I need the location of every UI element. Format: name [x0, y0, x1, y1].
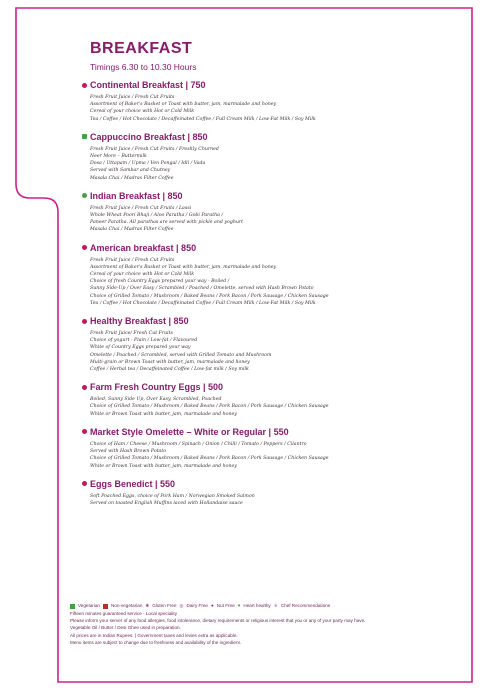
menu-section [78, 78, 458, 123]
legend-vegetarian: Vegetarian [78, 603, 100, 608]
section-items [78, 396, 458, 418]
footnote-line: Please inform your server of any food allergies, food intolerance, dietary requirements or religious interest that you or any of your party may have. [70, 618, 366, 624]
menu-section [78, 130, 458, 182]
menu-item-line: Omelette / Poached / Scrambled, served with Grilled Tomato and Mushroom [90, 352, 272, 358]
menu-item-line: Choice of yogurt - Plain / Low-fat / Flavoured [90, 338, 198, 344]
section-title: Indian Breakfast | 850 [90, 190, 183, 201]
section-items [78, 493, 458, 507]
footnotes [70, 610, 470, 646]
section-header [78, 425, 458, 439]
menu-section [78, 380, 458, 418]
menu-item-line: Soft Poached Eggs, choice of Pork Ham / Norwegian Smoked Salmon [90, 493, 255, 499]
menu-item-line: Choice of Grilled Tomato / Mushroom / Baked Beans / Pork Bacon / Pork Sausage / Chicken Sausage [90, 293, 329, 299]
section-title: Healthy Breakfast | 850 [90, 316, 189, 327]
menu-item-line: Cereal of your choice with Hot or Cold Milk [90, 109, 195, 115]
menu-item-line: Assortment of Baker's Basket or Toast with butter, jam, marmalade and honey [90, 264, 277, 270]
legend-heart-healthy: Heart healthy [243, 603, 271, 608]
menu-item-line: Fresh Fruit Juice/ Fresh Cut Fruits [90, 331, 173, 337]
section-items [78, 94, 458, 123]
section-header [78, 241, 458, 255]
menu-item-line: Boiled, Sunny Side Up, Over Easy, Scrambled, Poached [90, 397, 222, 403]
menu-section [78, 241, 458, 307]
diet-marker-icon [78, 193, 90, 198]
menu-item-line: Choice of Grilled Tomato / Mushroom / Baked Beans / Pork Bacon / Pork Sausage / Chicken Sausage [90, 456, 329, 462]
section-items [78, 441, 458, 470]
menu-item-line: Masala Chai / Madras Filter Coffee [90, 175, 174, 181]
dietary-legend [70, 602, 470, 610]
legend-dairy-free: Dairy Free [186, 603, 208, 608]
diet-marker-icon [78, 134, 90, 139]
section-items [78, 205, 458, 234]
menu-section [78, 189, 458, 234]
menu-sections [78, 78, 458, 514]
section-items [78, 146, 458, 182]
nonveg-square-icon [103, 604, 108, 609]
menu-item-line: Choice of Grilled Tomato / Mushroom / Baked Beans / Pork Bacon / Pork Sausage / Chicken Sausage [90, 404, 329, 410]
section-title: Cappuccino Breakfast | 850 [90, 131, 208, 142]
section-items [78, 257, 458, 307]
diet-marker-icon [78, 385, 90, 390]
nut-free-icon: ● [210, 603, 214, 608]
dairy-free-icon: ◎ [179, 603, 184, 608]
menu-item-line: Neer More – Buttermilk [90, 154, 147, 160]
legend-gluten-free: Gluten Free [152, 603, 177, 608]
menu-item-line: Whole Wheat Poori Bhaji / Aloo Paratha / Gobi Paratha / [90, 213, 223, 219]
menu-item-line: Fresh Fruit Juice / Fresh Cut Fruits [90, 257, 175, 263]
menu-title: BREAKFAST [90, 40, 193, 57]
legend-nut-free: Nut Free [216, 603, 235, 608]
section-header [78, 477, 458, 491]
section-title: Eggs Benedict | 550 [90, 478, 176, 489]
menu-item-line: Coffee / Herbal tea / Decaffeinated Coffee / Low-fat milk / Soy milk [90, 367, 249, 373]
menu-item-line: Choice of Ham / Cheese / Mushroom / Spinach / Onion / Chilli / Tomato / Peppers / Cilantro [90, 441, 307, 447]
menu-item-line: Choice of fresh Country Eggs prepared your way - Boiled / [90, 279, 230, 285]
footnote-line: All prices are in Indian Rupees. | Government taxes and levies extra as applicable. [70, 632, 238, 638]
menu-item-line: Sunny Side-Up / Over Easy / Scrambled / Poached / Omelette, served with Hash Brown Potato [90, 286, 314, 292]
menu-item-line: Tea / Coffee / Hot Chocolate / Decaffeinated Coffee / Full Cream Milk / Low-Fat Milk / Soy Milk [90, 116, 316, 122]
menu-timings: Timings 6.30 to 10.30 Hours [90, 62, 197, 72]
section-header [78, 189, 458, 203]
heart-icon: ♥ [237, 603, 241, 608]
menu-section [78, 425, 458, 470]
menu-item-line: Served with Sambar and Chutney [90, 168, 171, 174]
menu-footer [70, 602, 470, 646]
veg-square-icon [70, 604, 75, 609]
menu-item-line: Dosa / Uttapam / Upma / Ven Pongal / Idli / Vada [90, 161, 206, 167]
diet-marker-icon [78, 245, 90, 250]
footnote-line: Fifteen minutes guaranteed service · Local speciality [70, 611, 177, 616]
menu-item-line: Masala Chai / Madras Filter Coffee [90, 227, 174, 233]
gluten-free-icon: ❋ [145, 603, 150, 608]
section-header [78, 380, 458, 394]
menu-section [78, 477, 458, 507]
section-header [78, 314, 458, 328]
menu-item-line: Fresh Fruit Juice / Fresh Cut Fruits [90, 95, 175, 100]
menu-item-line: White of Country Eggs prepared your way [90, 345, 191, 351]
footnote-line: Vegetable Oil / Butter / Desi Ghee used in preparation. [70, 625, 181, 631]
diet-marker-icon [78, 83, 90, 88]
legend-chef-recommendations: Chef Recommendations [280, 603, 331, 608]
menu-item-line: Served with Hash Brown Potato [90, 449, 167, 455]
menu-item-line: Paneer Paratha. All parathas are served with pickle and yoghurt [90, 220, 243, 226]
section-title: Farm Fresh Country Eggs | 500 [90, 382, 224, 393]
menu-item-line: Cereal of your choice with Hot or Cold Milk [90, 272, 195, 278]
menu-item-line: Fresh Fruit Juice / Fresh Cut Fruits / Freshly Churned [90, 146, 219, 152]
chef-hat-icon: ♕ [273, 603, 278, 608]
section-header [78, 130, 458, 144]
section-title: American breakfast | 850 [90, 242, 197, 253]
menu-item-line: White or Brown Toast with butter, jam, marmalade and honey [90, 411, 237, 417]
menu-item-line: Served on toasted English Muffins laced with Hollandaise sauce [90, 500, 243, 506]
menu-section [78, 314, 458, 373]
menu-item-line: Fresh Fruit Juice / Fresh Cut Fruits / Lassi [90, 205, 192, 211]
menu-item-line: White or Brown Toast with butter, jam, marmalade and honey [90, 463, 237, 469]
menu-item-line: Assortment of Baker's Basket or Toast with butter, jam, marmalade and honey [90, 102, 277, 108]
footnote-line: Menu items are subject to change due to freshness and availability of the ingredient. [70, 639, 242, 645]
diet-marker-icon [78, 319, 90, 324]
legend-non-vegetarian: Non-vegetarian [110, 603, 143, 608]
diet-marker-icon [78, 429, 90, 434]
menu-item-line: Tea / Coffee / Hot Chocolate / Decaffeinated Coffee / Full Cream Milk / Low-Fat Milk / Soy Milk [90, 300, 316, 306]
section-title: Continental Breakfast | 750 [90, 80, 206, 90]
section-title: Market Style Omelette – White or Regular | 550 [90, 426, 289, 437]
section-items [78, 330, 458, 373]
section-header [78, 78, 458, 92]
menu-item-line: Multi-grain or Brown Toast with butter, jam, marmalade and honey [90, 359, 250, 365]
diet-marker-icon [78, 481, 90, 486]
